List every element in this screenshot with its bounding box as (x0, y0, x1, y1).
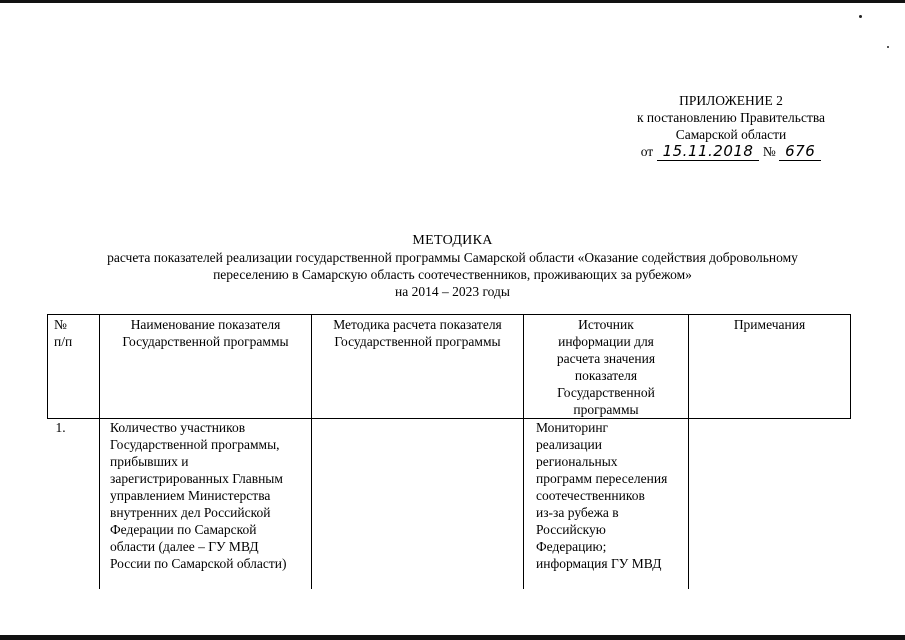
appendix-title: ПРИЛОЖЕНИЕ 2 (679, 93, 783, 108)
date-prefix: от (640, 144, 654, 159)
header-calculation-method: Методика расчета показателя Государственной программы (312, 315, 524, 419)
handwritten-number: 676 (779, 144, 821, 161)
header-indicator-name: Наименование показателя Государственной программы (100, 315, 312, 419)
scan-speck (859, 15, 862, 18)
table-row (48, 419, 851, 590)
document-heading: МЕТОДИКА (412, 233, 493, 248)
table-header-row (48, 315, 851, 419)
document-title-block (0, 232, 905, 300)
appendix-line-1: к постановлению Правительства (636, 110, 826, 125)
header-information-source: Источник информации для расчета значения показателя Государственной программы (524, 315, 689, 419)
document-subtitle-line-3: на 2014 – 2023 годы (395, 284, 510, 299)
header-number: № п/п (48, 315, 100, 419)
document-subtitle-line-1: расчета показателей реализации государственной программы Самарской области «Оказание содействия добровольному (107, 250, 798, 265)
row-number: 1. (55, 420, 66, 435)
appendix-line-2: Самарской области (675, 127, 787, 142)
row-calculation-method (312, 419, 524, 590)
appendix-date-line (600, 143, 862, 161)
scan-bottom-edge (0, 635, 905, 640)
scan-speck (887, 46, 889, 48)
number-prefix: № (762, 144, 776, 159)
header-notes: Примечания (689, 315, 851, 419)
indicators-table (47, 314, 851, 589)
scan-top-edge (0, 0, 905, 3)
document-subtitle-line-2: переселению в Самарскую область соотечественников, проживающих за рубежом» (213, 267, 692, 282)
handwritten-date: 15.11.2018 (657, 144, 760, 161)
row-information-source: Мониторинг реализации региональных программ переселения соотечественников из-за рубежа в Российскую Федерацию; информация ГУ МВД (524, 419, 689, 590)
appendix-block (600, 92, 862, 161)
row-notes (689, 419, 851, 590)
row-indicator-name: Количество участников Государственной программы, прибывших и зарегистрированных Главным управлением Министерства внутренних дел Российской Федерации по Самарской области (далее – ГУ МВД России по Самарской области) (100, 419, 312, 590)
